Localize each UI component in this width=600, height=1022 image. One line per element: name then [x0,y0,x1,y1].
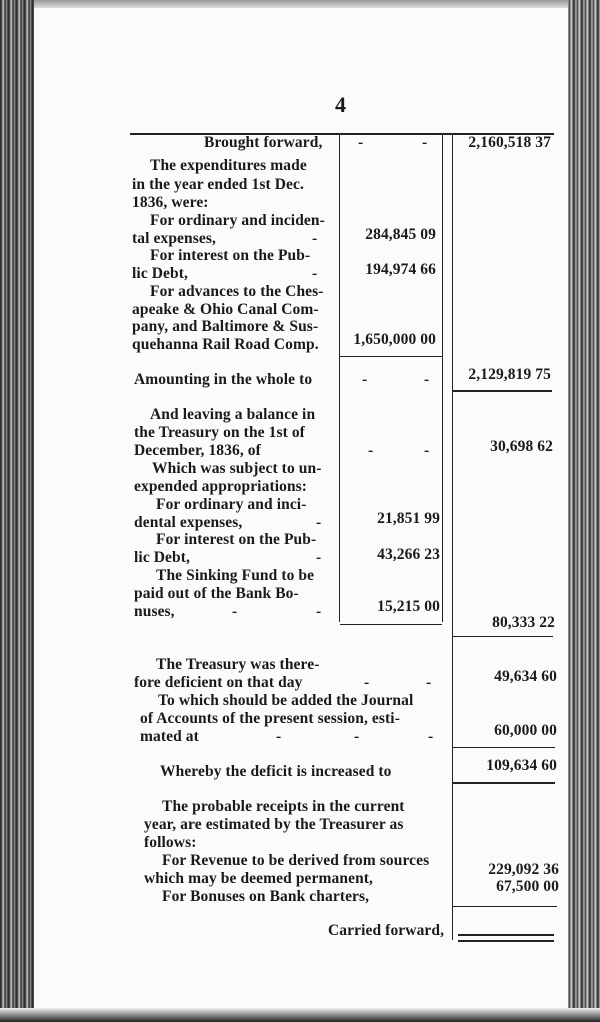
leader-dash: - [312,265,318,282]
inner-column-left-rule [339,134,340,622]
ledger-line: which may be deemed permanent, [144,870,374,887]
leader-dash: - [312,230,318,247]
ledger-line: lic Debt, [132,265,188,282]
leader-dash: - [364,674,370,691]
ledger-line: paid out of the Bank Bo- [134,585,299,602]
ledger-line: tal expenses, [132,230,216,247]
ledger-line: lic Debt, [134,549,190,566]
ledger-line: pany, and Baltimore & Sus- [132,318,319,335]
ledger-line: expended appropriations: [134,478,308,495]
ledger-line: For interest on the Pub- [150,247,311,264]
ledger-line: For Bonuses on Bank charters, [162,888,370,905]
inner-amount: 43,266 23 [377,546,440,563]
ledger-line: in the year ended 1st Dec. [132,176,304,193]
ledger-line: For advances to the Ches- [150,283,324,300]
leader-dash: - [316,603,322,620]
ledger-line: fore deficient on that day [134,674,303,691]
scan-left-edge [0,0,34,1022]
leader-dash: - [316,514,322,531]
outer-amount: 229,092 36 [488,861,559,878]
ledger-line: The Sinking Fund to be [156,567,315,584]
leader-dash: - [354,728,360,745]
ledger-line: Which was subject to un- [152,460,322,477]
ledger-line: follows: [144,834,197,851]
outer-amount: 109,634 60 [486,757,557,774]
outer-amount: 80,333 22 [492,614,555,631]
ledger-line: For ordinary and inciden- [150,212,325,229]
ledger-line: The Treasury was there- [156,656,320,673]
total-rule-2 [453,636,553,637]
ledger-line: of Accounts of the present session, esti- [140,710,400,727]
inner-amount: 1,650,000 00 [353,331,436,348]
outer-amount: 49,634 60 [494,668,557,685]
ledger-line: Brought forward, [204,134,323,151]
ledger-line: Amounting in the whole to [134,371,313,388]
outer-column-rule [452,134,453,940]
ledger-line: the Treasury on the 1st of [134,424,305,441]
ledger-line: December, 1836, of [134,442,261,459]
ledger-line: Carried forward, [328,922,445,939]
ledger-line: quehanna Rail Road Comp. [132,336,319,353]
leader-dash: - [362,371,368,388]
leader-dash: - [276,728,282,745]
scan-right-edge [568,0,600,1022]
ledger-line: dental expenses, [134,514,243,531]
leader-dash: - [368,442,374,459]
leader-dash: - [316,549,322,566]
ledger-line: year, are estimated by the Treasurer as [144,816,404,833]
subtotal-rule-2 [340,624,442,625]
outer-amount: 2,129,819 75 [468,366,551,383]
leader-dash: - [422,134,428,151]
ledger-line: mated at [140,728,199,745]
ledger-line: For interest on the Pub- [156,531,317,548]
ledger-line: apeake & Ohio Canal Com- [132,301,319,318]
ledger-line: The probable receipts in the current [162,798,405,815]
outer-amount: 67,500 00 [496,878,559,895]
subtotal-rule-1 [340,356,442,357]
page-number: 4 [335,92,346,117]
outer-amount: 60,000 00 [494,722,557,739]
final-rule-1 [458,934,554,936]
total-rule-4 [453,782,555,784]
total-rule-1 [452,390,552,392]
inner-column-right-rule [442,134,443,622]
inner-amount: 15,215 00 [377,598,440,615]
leader-dash: - [424,442,430,459]
total-rule-5 [453,906,557,907]
ledger-line: The expenditures made [150,157,307,174]
total-rule-3 [453,747,555,748]
outer-amount: 30,698 62 [490,438,553,455]
inner-amount: 284,845 09 [365,226,436,243]
ledger-line: nuses, [134,603,175,620]
scan-bottom-edge [0,1008,600,1022]
ledger-line: And leaving a balance in [150,406,316,423]
outer-amount: 2,160,518 37 [468,134,551,151]
ledger-line: To which should be added the Journal [158,692,414,709]
inner-amount: 194,974 66 [365,261,436,278]
inner-amount: 21,851 99 [377,510,440,527]
ledger-line: 1836, were: [132,194,209,211]
ledger-line: Whereby the deficit is increased to [160,763,392,780]
leader-dash: - [232,603,238,620]
leader-dash: - [428,728,434,745]
ledger-line: For Revenue to be derived from sources [162,852,430,869]
final-rule-2 [458,940,554,942]
ledger-line: For ordinary and inci- [156,496,307,513]
leader-dash: - [426,674,432,691]
leader-dash: - [358,134,364,151]
leader-dash: - [424,371,430,388]
